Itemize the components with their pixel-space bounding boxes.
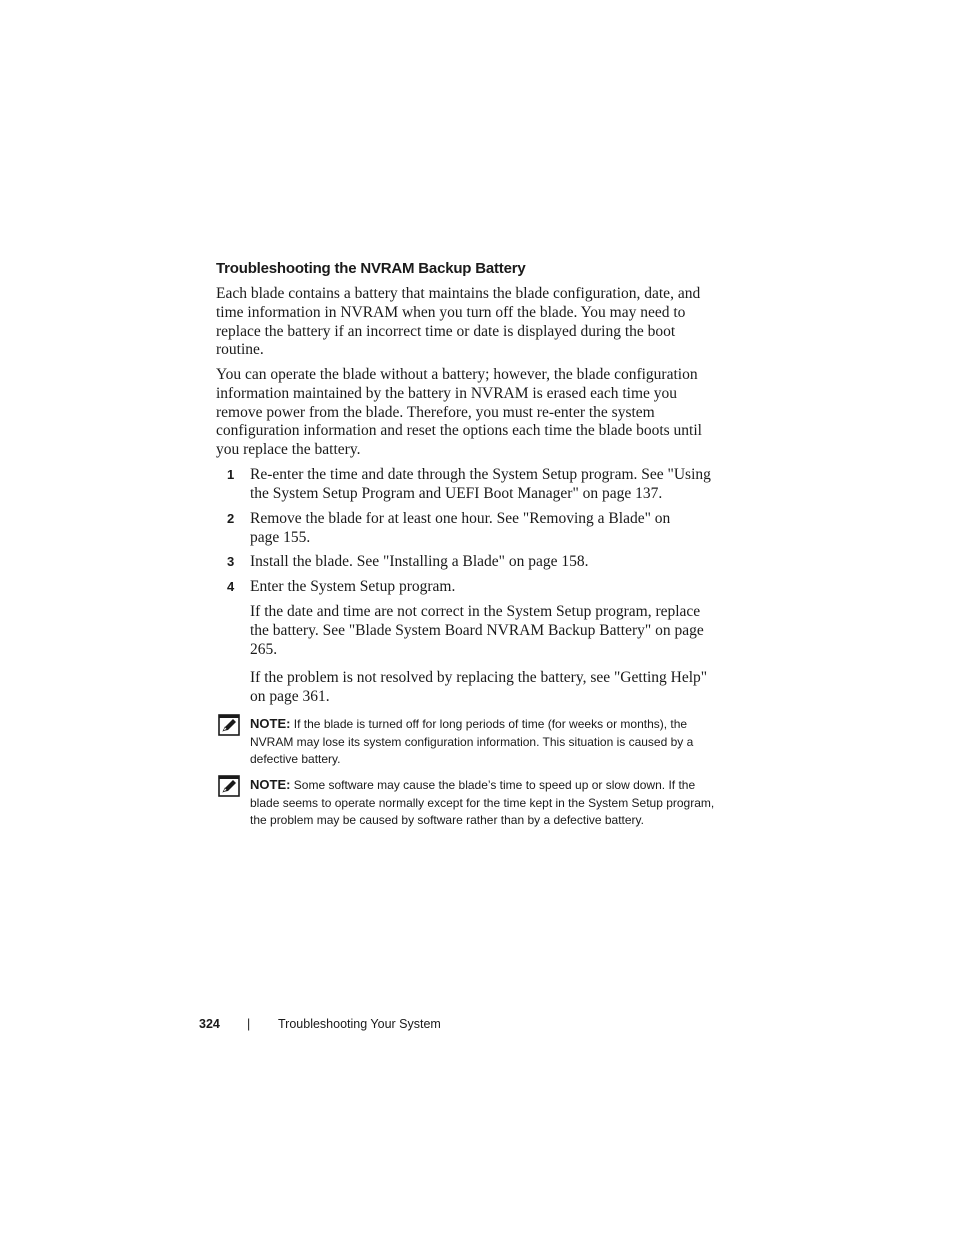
step-followup-paragraph: If the date and time are not correct in the System Setup program, replace the battery. See "Blade System Board NVRAM Backup Battery" on page 265. xyxy=(250,603,704,658)
section-heading: Troubleshooting the NVRAM Backup Battery xyxy=(216,260,526,277)
note-text xyxy=(250,715,716,769)
page-number: 324 xyxy=(199,1017,220,1031)
footer-separator: | xyxy=(247,1017,251,1031)
footer-chapter-title: Troubleshooting Your System xyxy=(278,1017,441,1031)
note-body: If the blade is turned off for long periods of time (for weeks or months), the NVRAM may lose its system configuration information. This situation is caused by a defective battery. xyxy=(250,717,694,767)
step-text: Enter the System Setup program. xyxy=(250,578,456,595)
step-number: 3 xyxy=(227,554,235,569)
step-followup-paragraph: If the problem is not resolved by replacing the battery, see "Getting Help" on page 361. xyxy=(250,669,708,705)
step-text: Re-enter the time and date through the System Setup program. See "Using the System Setup Program and UEFI Boot Manager" on page 137. xyxy=(250,466,711,502)
step-number: 4 xyxy=(227,579,235,594)
note-label: NOTE: xyxy=(250,777,291,792)
note-icon xyxy=(218,714,240,736)
note-body: Some software may cause the blade’s time to speed up or slow down. If the blade seems to operate normally except for the time kept in the System Setup program, the problem may be caused by software rather than by a defective battery. xyxy=(250,778,715,828)
step-number: 1 xyxy=(227,467,235,482)
battery-paragraph: You can operate the blade without a battery; however, the blade configuration information maintained by the battery in NVRAM is erased each time you remove power from the blade. Therefore, you must re-enter the system configuration information and reset the options each time the blade boots until you replace the battery. xyxy=(216,366,702,459)
pencil-note-icon xyxy=(218,775,240,797)
note-label: NOTE: xyxy=(250,716,291,731)
step-text: Install the blade. See "Installing a Blade" on page 158. xyxy=(250,553,589,570)
pencil-note-icon xyxy=(218,714,240,736)
step-number: 2 xyxy=(227,511,235,526)
note-text xyxy=(250,776,716,830)
note-icon xyxy=(218,775,240,797)
step-text: Remove the blade for at least one hour. See "Removing a Blade" on page 155. xyxy=(250,510,671,546)
intro-paragraph: Each blade contains a battery that maintains the blade configuration, date, and time information in NVRAM when you turn off the blade. You may need to replace the battery if an incorrect time or date is displayed during the boot routine. xyxy=(216,285,701,359)
